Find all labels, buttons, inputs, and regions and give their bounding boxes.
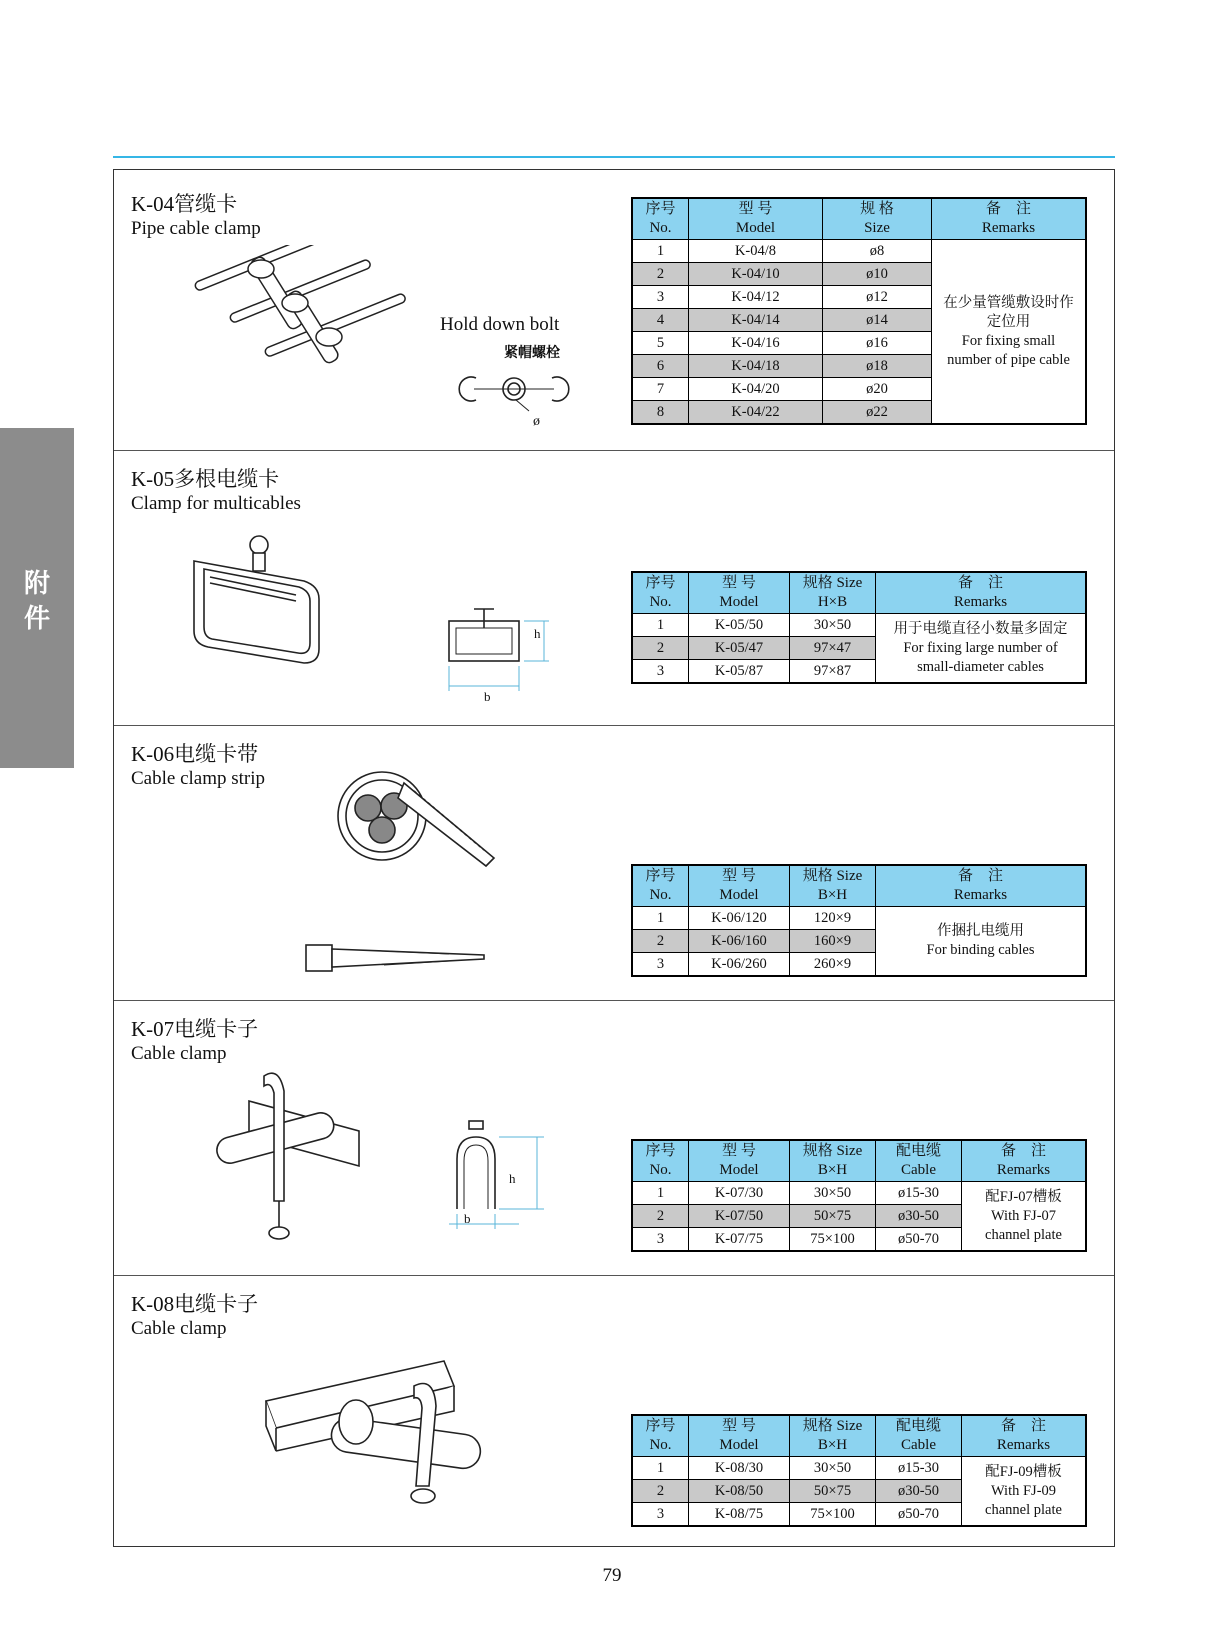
table-text: 备 注 bbox=[1000, 1143, 1046, 1159]
table-cell: 3 bbox=[632, 1228, 689, 1252]
multicable-clamp-section-diagram bbox=[444, 601, 569, 701]
table-cell: K-04/14 bbox=[689, 309, 823, 332]
table-cell: K-08/75 bbox=[689, 1503, 790, 1527]
table-text: No. bbox=[649, 1437, 672, 1453]
dim-h-label: h bbox=[534, 626, 541, 641]
table-cell: ø16 bbox=[823, 332, 932, 355]
table-cell: 1 bbox=[632, 1182, 689, 1205]
table-text: H×B bbox=[817, 594, 848, 610]
table-row bbox=[632, 614, 1086, 637]
k06-remarks bbox=[876, 907, 1087, 977]
table-text: Model bbox=[719, 1162, 759, 1178]
table-text: 序号 bbox=[645, 1418, 676, 1434]
table-cell: K-04/20 bbox=[689, 378, 823, 401]
header-rule bbox=[113, 156, 1115, 158]
table-cell: 3 bbox=[632, 953, 689, 977]
table-cell: K-04/10 bbox=[689, 263, 823, 286]
k04-header-size bbox=[823, 198, 932, 240]
hold-down-bolt-label-cn: 紧帽螺栓 bbox=[504, 345, 560, 361]
table-text: 配FJ-07槽板 bbox=[985, 1188, 1062, 1205]
k06-spec-table bbox=[631, 864, 1087, 977]
table-cell: 3 bbox=[632, 660, 689, 684]
table-text: Cable bbox=[901, 1162, 936, 1178]
table-cell: 1 bbox=[632, 240, 689, 263]
table-cell: 5 bbox=[632, 332, 689, 355]
k04-header-remarks bbox=[932, 198, 1087, 240]
k06-header-remarks bbox=[876, 865, 1087, 907]
table-cell: 97×87 bbox=[790, 660, 876, 684]
k05-spec-table bbox=[631, 571, 1087, 684]
k05-header-model bbox=[689, 572, 790, 614]
table-text: B×H bbox=[817, 887, 848, 903]
section-k07 bbox=[114, 1001, 1114, 1276]
k07-header-no bbox=[632, 1140, 689, 1182]
table-text: 备 注 bbox=[957, 868, 1003, 884]
k04-header-no bbox=[632, 198, 689, 240]
page-number: 79 bbox=[602, 1565, 622, 1586]
table-cell: K-06/120 bbox=[689, 907, 790, 930]
k04-spec-table bbox=[631, 197, 1087, 425]
table-cell: 2 bbox=[632, 1480, 689, 1503]
table-text: 规 格 bbox=[860, 201, 894, 217]
table-text: 序号 bbox=[645, 1143, 676, 1159]
table-cell: 1 bbox=[632, 1457, 689, 1480]
table-cell: ø20 bbox=[823, 378, 932, 401]
table-text: 备 注 bbox=[1000, 1418, 1046, 1434]
k05-header-size bbox=[790, 572, 876, 614]
table-text: channel plate bbox=[985, 1226, 1062, 1243]
k07-header-model bbox=[689, 1140, 790, 1182]
table-text: 规格 Size bbox=[802, 868, 863, 884]
table-text: B×H bbox=[817, 1162, 848, 1178]
k08-spec-table bbox=[631, 1414, 1087, 1527]
table-text: 在少量管缆敷设时作 bbox=[943, 294, 1074, 311]
table-cell: ø14 bbox=[823, 309, 932, 332]
table-text: Remarks bbox=[996, 1162, 1051, 1178]
k08-header-size bbox=[790, 1415, 876, 1457]
table-row bbox=[632, 1182, 1086, 1205]
table-cell: 3 bbox=[632, 1503, 689, 1527]
table-cell: K-07/30 bbox=[689, 1182, 790, 1205]
k06-title: K-06电缆卡带 bbox=[131, 742, 259, 766]
k05-header-no bbox=[632, 572, 689, 614]
table-text: 备 注 bbox=[957, 575, 1003, 591]
catalog-frame bbox=[113, 169, 1115, 1547]
section-k05 bbox=[114, 451, 1114, 726]
table-cell: 120×9 bbox=[790, 907, 876, 930]
table-text: 备 注 bbox=[985, 201, 1031, 217]
table-cell: 50×75 bbox=[790, 1205, 876, 1228]
table-text: 型 号 bbox=[722, 575, 756, 591]
table-text: 配电缆 bbox=[895, 1143, 941, 1159]
k04-subtitle: Pipe cable clamp bbox=[131, 218, 261, 239]
table-cell: ø10 bbox=[823, 263, 932, 286]
k07-header-cable bbox=[876, 1140, 962, 1182]
side-tab-char-1: 附 bbox=[23, 569, 50, 599]
table-text: No. bbox=[649, 1162, 672, 1178]
table-text: Model bbox=[719, 887, 759, 903]
table-text: Model bbox=[735, 220, 776, 236]
k04-title: K-04管缆卡 bbox=[131, 192, 238, 216]
table-cell: K-05/50 bbox=[689, 614, 790, 637]
k06-header-size bbox=[790, 865, 876, 907]
k08-header-model bbox=[689, 1415, 790, 1457]
table-text: 用于电缆直径小数量多固定 bbox=[893, 620, 1068, 637]
k04-remarks bbox=[932, 240, 1087, 425]
table-cell: 4 bbox=[632, 309, 689, 332]
table-cell: 30×50 bbox=[790, 614, 876, 637]
table-text: 规格 Size bbox=[802, 575, 863, 591]
side-tab-char-2: 件 bbox=[23, 604, 50, 634]
k07-spec-table bbox=[631, 1139, 1087, 1252]
table-cell: 3 bbox=[632, 286, 689, 309]
table-text: Model bbox=[719, 594, 759, 610]
table-cell: 7 bbox=[632, 378, 689, 401]
table-cell: K-06/160 bbox=[689, 930, 790, 953]
table-cell: 260×9 bbox=[790, 953, 876, 977]
k07-title: K-07电缆卡子 bbox=[131, 1017, 259, 1041]
table-text: Cable bbox=[901, 1437, 936, 1453]
table-cell: 97×47 bbox=[790, 637, 876, 660]
k05-subtitle: Clamp for multicables bbox=[131, 493, 301, 514]
section-k08 bbox=[114, 1276, 1114, 1546]
k08-cable-clamp-illustration bbox=[264, 1356, 504, 1526]
hold-down-bolt-diagram bbox=[454, 366, 574, 422]
multicable-clamp-illustration bbox=[184, 531, 354, 671]
table-cell: ø50-70 bbox=[876, 1228, 962, 1252]
k06-subtitle: Cable clamp strip bbox=[131, 768, 266, 789]
k08-header-remarks bbox=[962, 1415, 1087, 1457]
table-cell: ø15-30 bbox=[876, 1457, 962, 1480]
cable-strip-tie-diagram bbox=[304, 941, 494, 975]
table-cell: 2 bbox=[632, 1205, 689, 1228]
table-cell: K-05/87 bbox=[689, 660, 790, 684]
k05-header-remarks bbox=[876, 572, 1087, 614]
table-cell: 8 bbox=[632, 401, 689, 425]
k05-remarks bbox=[876, 614, 1087, 684]
table-cell: 6 bbox=[632, 355, 689, 378]
table-cell: K-04/12 bbox=[689, 286, 823, 309]
table-row bbox=[632, 240, 1086, 263]
table-cell: K-05/47 bbox=[689, 637, 790, 660]
table-cell: ø12 bbox=[823, 286, 932, 309]
table-cell: 160×9 bbox=[790, 930, 876, 953]
table-text: 序号 bbox=[645, 575, 676, 591]
k07-clamp-section-diagram bbox=[449, 1119, 549, 1249]
table-cell: 50×75 bbox=[790, 1480, 876, 1503]
table-cell: 2 bbox=[632, 637, 689, 660]
k07-subtitle: Cable clamp bbox=[131, 1043, 227, 1064]
table-text: Remarks bbox=[953, 887, 1008, 903]
table-text: For binding cables bbox=[926, 942, 1035, 958]
table-row bbox=[632, 1457, 1086, 1480]
table-cell: K-07/50 bbox=[689, 1205, 790, 1228]
k08-header-cable bbox=[876, 1415, 962, 1457]
table-text: Remarks bbox=[996, 1437, 1051, 1453]
k07-header-size bbox=[790, 1140, 876, 1182]
section-k04 bbox=[114, 170, 1114, 451]
k08-header-no bbox=[632, 1415, 689, 1457]
table-text: With FJ-09 bbox=[990, 1482, 1057, 1499]
table-cell: K-04/8 bbox=[689, 240, 823, 263]
dim-h-label: h bbox=[509, 1171, 516, 1186]
k06-header-no bbox=[632, 865, 689, 907]
table-text: channel plate bbox=[985, 1501, 1062, 1518]
k08-remarks bbox=[962, 1457, 1087, 1527]
k05-title: K-05多根电缆卡 bbox=[131, 467, 280, 491]
bolt-diameter-symbol: ø bbox=[533, 414, 540, 429]
table-text: small-diameter cables bbox=[917, 658, 1044, 675]
table-cell: K-08/30 bbox=[689, 1457, 790, 1480]
table-text: 定位用 bbox=[986, 313, 1031, 330]
dim-b-label: b bbox=[464, 1211, 471, 1226]
table-cell: K-04/16 bbox=[689, 332, 823, 355]
table-cell: ø30-50 bbox=[876, 1480, 962, 1503]
section-k06 bbox=[114, 726, 1114, 1001]
dim-b-label: b bbox=[484, 689, 491, 704]
table-cell: K-07/75 bbox=[689, 1228, 790, 1252]
table-text: 型 号 bbox=[738, 201, 773, 217]
table-cell: 30×50 bbox=[790, 1182, 876, 1205]
table-text: 型 号 bbox=[722, 1143, 756, 1159]
table-text: 作捆扎电缆用 bbox=[937, 923, 1024, 939]
pipe-clamp-illustration bbox=[189, 245, 419, 375]
table-text: 型 号 bbox=[722, 868, 756, 884]
table-cell: 75×100 bbox=[790, 1228, 876, 1252]
table-text: 序号 bbox=[645, 201, 676, 217]
table-cell: K-04/22 bbox=[689, 401, 823, 425]
k08-title: K-08电缆卡子 bbox=[131, 1292, 259, 1316]
table-cell: ø8 bbox=[823, 240, 932, 263]
table-text: Remarks bbox=[953, 594, 1008, 610]
table-cell: ø50-70 bbox=[876, 1503, 962, 1527]
cable-clamp-strip-illustration bbox=[334, 758, 504, 883]
table-cell: ø18 bbox=[823, 355, 932, 378]
table-text: Remarks bbox=[981, 220, 1036, 236]
side-tab bbox=[0, 428, 74, 768]
table-cell: 2 bbox=[632, 263, 689, 286]
k07-remarks bbox=[962, 1182, 1087, 1252]
table-text: No. bbox=[649, 887, 672, 903]
table-cell: K-08/50 bbox=[689, 1480, 790, 1503]
table-text: No. bbox=[649, 594, 672, 610]
k08-subtitle: Cable clamp bbox=[131, 1318, 227, 1339]
table-cell: 75×100 bbox=[790, 1503, 876, 1527]
table-text: No. bbox=[649, 220, 672, 236]
table-cell: ø15-30 bbox=[876, 1182, 962, 1205]
table-text: number of pipe cable bbox=[947, 351, 1070, 368]
table-row bbox=[632, 907, 1086, 930]
table-text: 型 号 bbox=[722, 1418, 756, 1434]
table-text: With FJ-07 bbox=[990, 1207, 1057, 1224]
table-text: Size bbox=[864, 220, 890, 236]
table-text: Model bbox=[719, 1437, 759, 1453]
table-text: For fixing small bbox=[961, 332, 1056, 349]
k07-cable-clamp-illustration bbox=[209, 1071, 379, 1251]
table-cell: 1 bbox=[632, 614, 689, 637]
k07-header-remarks bbox=[962, 1140, 1087, 1182]
table-cell: ø22 bbox=[823, 401, 932, 425]
k04-header-model bbox=[689, 198, 823, 240]
table-cell: 30×50 bbox=[790, 1457, 876, 1480]
table-text: 配FJ-09槽板 bbox=[985, 1463, 1062, 1480]
table-text: 配电缆 bbox=[895, 1418, 941, 1434]
table-cell: K-04/18 bbox=[689, 355, 823, 378]
table-cell: 1 bbox=[632, 907, 689, 930]
table-text: 规格 Size bbox=[802, 1418, 863, 1434]
table-text: B×H bbox=[817, 1437, 848, 1453]
table-cell: 2 bbox=[632, 930, 689, 953]
k06-header-model bbox=[689, 865, 790, 907]
table-text: 序号 bbox=[645, 868, 676, 884]
table-cell: ø30-50 bbox=[876, 1205, 962, 1228]
table-text: 规格 Size bbox=[802, 1143, 863, 1159]
table-cell: K-06/260 bbox=[689, 953, 790, 977]
hold-down-bolt-label: Hold down bolt bbox=[440, 314, 560, 335]
table-text: For fixing large number of bbox=[903, 639, 1058, 656]
